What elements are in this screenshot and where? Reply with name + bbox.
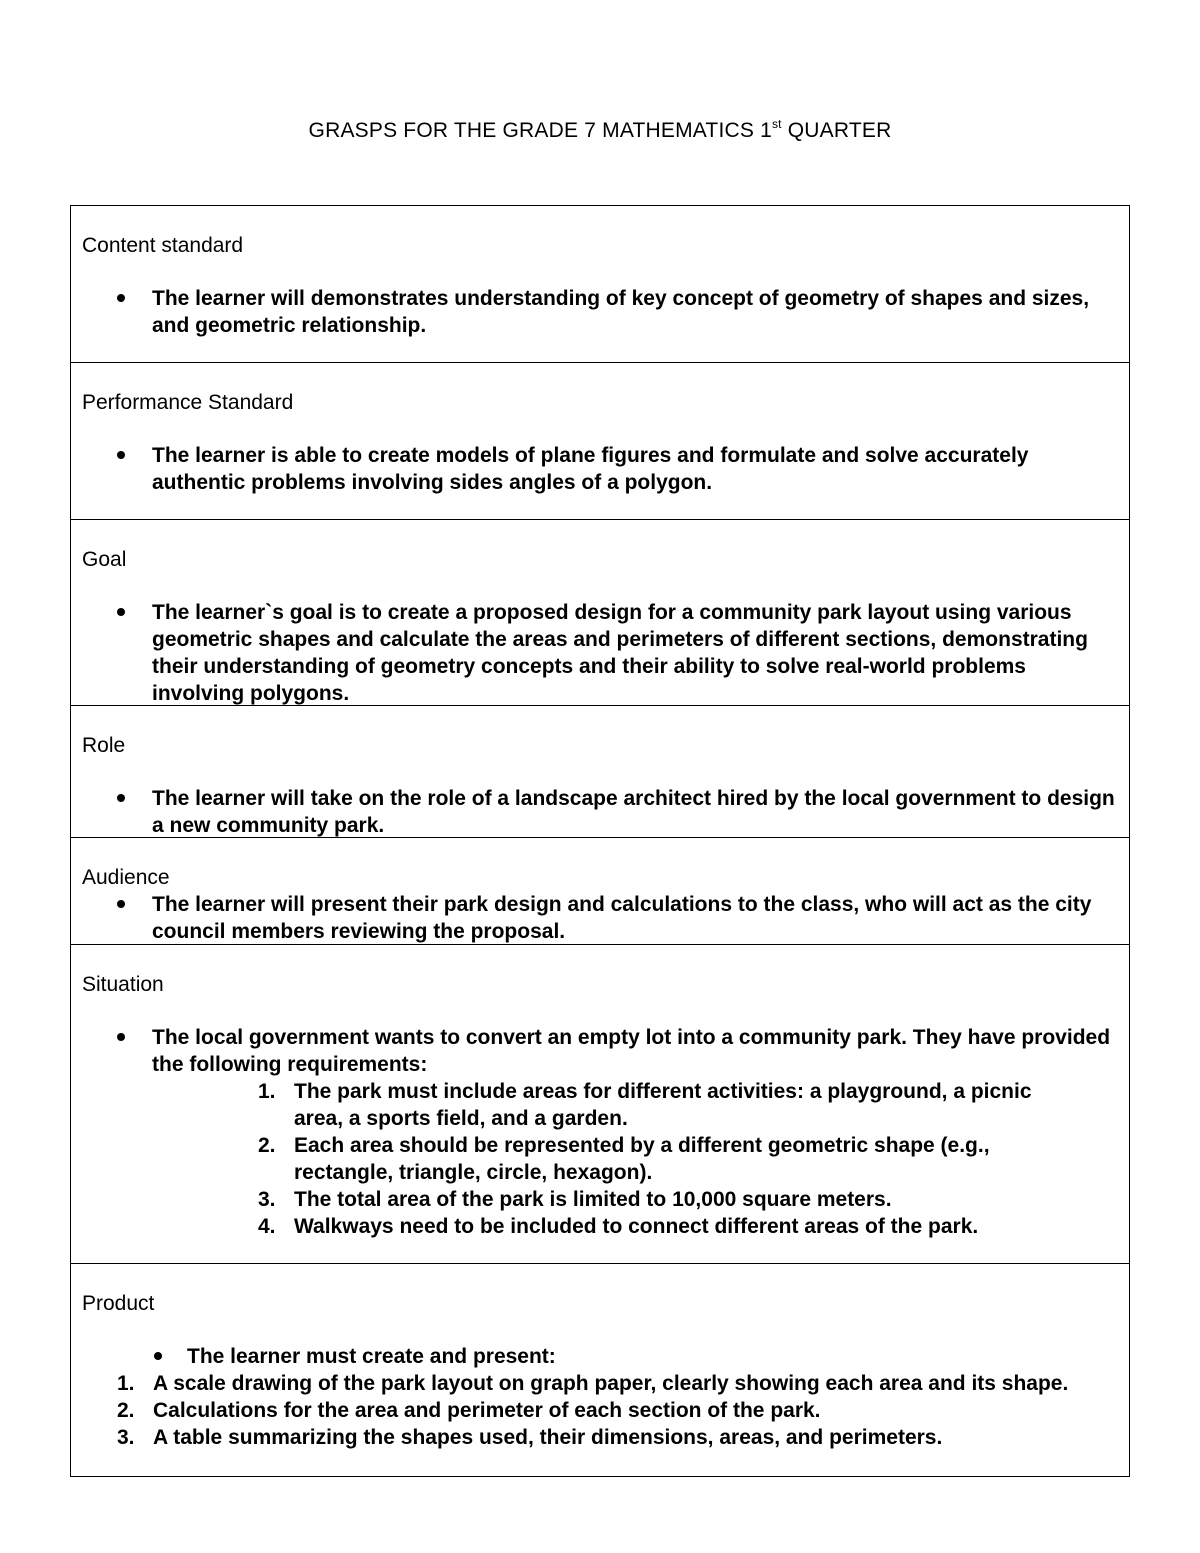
role-text: The learner will take on the role of a landscape architect hired by the local government to design a new community park. [152, 787, 1115, 837]
content-standard-heading: Content standard [82, 234, 244, 257]
performance-standard-row [71, 362, 1129, 519]
content-standard-row [71, 206, 1129, 363]
bullet-icon [154, 1352, 162, 1360]
situation-text: The local government wants to convert an empty lot into a community park. They have provided the following requirements: [152, 1026, 1111, 1076]
situation-heading: Situation [82, 973, 164, 996]
product-deliverables-list [117, 1370, 1122, 1451]
list-item: 1. The park must include areas for different activities: a playground, a picnic area, a sports field, and a garden. [258, 1080, 1032, 1130]
situation-row [71, 944, 1129, 1264]
bullet-icon [117, 451, 125, 459]
bullet-icon [117, 294, 125, 302]
goal-text: The learner`s goal is to create a proposed design for a community park layout using various geometric shapes and calculate the areas and perimeters of different sections, demonstrating their understanding of geometry concepts and their ability to solve real-world problems involving polygons. [152, 601, 1088, 705]
bullet-icon [117, 1033, 125, 1041]
list-item: 2. Each area should be represented by a different geometric shape (e.g., rectangle, triangle, circle, hexagon). [258, 1134, 990, 1184]
list-item: 3. The total area of the park is limited to 10,000 square meters. [258, 1188, 892, 1211]
role-row [71, 705, 1129, 837]
product-text: The learner must create and present: [187, 1345, 556, 1368]
performance-standard-heading: Performance Standard [82, 391, 294, 414]
bullet-icon [117, 794, 125, 802]
page-title: GRASPS FOR THE GRADE 7 MATHEMATICS 1st QUARTER [308, 117, 892, 142]
bullet-icon [117, 608, 125, 616]
audience-row [71, 837, 1129, 944]
situation-requirements-list [258, 1078, 1058, 1240]
audience-heading: Audience [82, 866, 170, 889]
list-item: 4. Walkways need to be included to connect different areas of the park. [258, 1215, 979, 1238]
audience-text: The learner will present their park design and calculations to the class, who will act as the city council members reviewing the proposal. [152, 893, 1092, 943]
title-superscript: st [771, 117, 782, 131]
list-item: 1. A scale drawing of the park layout on graph paper, clearly showing each area and its shape. [117, 1372, 1069, 1395]
bullet-icon [117, 900, 125, 908]
list-item: 3. A table summarizing the shapes used, their dimensions, areas, and perimeters. [117, 1426, 943, 1449]
goal-row [71, 519, 1129, 706]
performance-standard-text: The learner is able to create models of plane figures and formulate and solve accurately authentic problems involving sides angles of a polygon. [152, 444, 1029, 494]
product-heading: Product [82, 1292, 155, 1315]
content-standard-text: The learner will demonstrates understanding of key concept of geometry of shapes and sizes, and geometric relationship. [152, 287, 1090, 337]
goal-heading: Goal [82, 548, 127, 571]
grasps-table [70, 205, 1130, 1477]
role-heading: Role [82, 734, 126, 757]
product-row [71, 1263, 1129, 1478]
list-item: 2. Calculations for the area and perimeter of each section of the park. [117, 1399, 821, 1422]
